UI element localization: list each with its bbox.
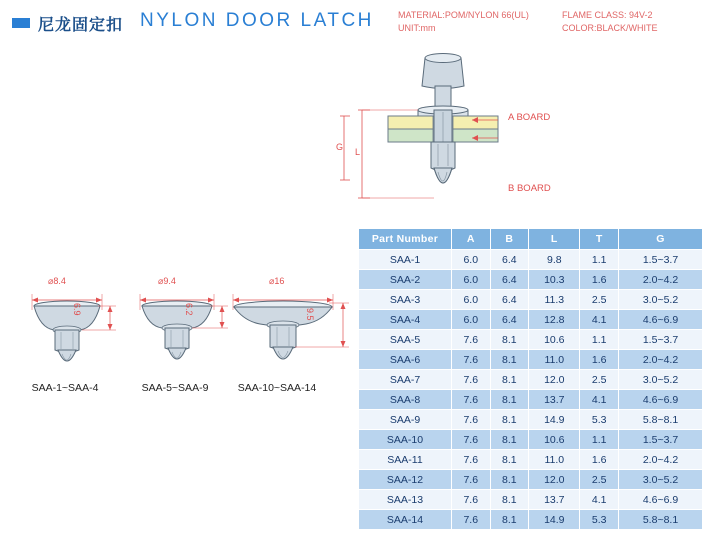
cell-b: 8.1 (490, 350, 529, 370)
cell-g: 5.8~8.1 (619, 510, 703, 530)
cell-t: 2.5 (580, 370, 619, 390)
figure-saa-5-9 (120, 270, 240, 394)
table-row (359, 510, 703, 530)
cell-b: 8.1 (490, 430, 529, 450)
cell-l: 12.8 (529, 310, 580, 330)
cell-g: 3.0~5.2 (619, 470, 703, 490)
figure-saa-1-4 (10, 270, 130, 394)
figure-3-height: 9.5 (305, 308, 315, 321)
brand-title-cn: 尼龙固定扣 (38, 15, 124, 34)
figure-2-diameter: ⌀9.4 (158, 276, 176, 286)
figure-1-diameter: ⌀8.4 (48, 276, 66, 286)
cell-l: 14.9 (529, 510, 580, 530)
cell-g: 4.6~6.9 (619, 310, 703, 330)
table-row (359, 450, 703, 470)
unit-line: UNIT:mm (398, 23, 436, 33)
cell-t: 1.6 (580, 350, 619, 370)
cell-g: 1.5~3.7 (619, 430, 703, 450)
cell-t: 4.1 (580, 390, 619, 410)
cell-l: 10.6 (529, 330, 580, 350)
cell-a: 7.6 (452, 510, 491, 530)
cell-b: 6.4 (490, 270, 529, 290)
table-row (359, 470, 703, 490)
cell-part-number: SAA-12 (359, 470, 452, 490)
cell-t: 1.1 (580, 430, 619, 450)
cell-a: 7.6 (452, 390, 491, 410)
class-spec (562, 9, 658, 35)
cell-g: 5.8~8.1 (619, 410, 703, 430)
cell-l: 11.0 (529, 450, 580, 470)
cell-b: 8.1 (490, 470, 529, 490)
cell-t: 1.1 (580, 250, 619, 270)
assembly-diagram (330, 50, 590, 225)
cell-t: 5.3 (580, 510, 619, 530)
cell-l: 13.7 (529, 390, 580, 410)
figure-1-drawing (10, 270, 130, 375)
col-part-number: Part Number (359, 229, 452, 250)
cell-b: 6.4 (490, 290, 529, 310)
cell-a: 6.0 (452, 250, 491, 270)
figure-2-caption: SAA-5~SAA-9 (141, 382, 209, 394)
page-header (0, 0, 715, 46)
cell-a: 6.0 (452, 290, 491, 310)
cell-t: 1.1 (580, 330, 619, 350)
cell-a: 7.6 (452, 330, 491, 350)
cell-l: 13.7 (529, 490, 580, 510)
label-a-board: A BOARD (508, 112, 551, 123)
cell-g: 3.0~5.2 (619, 370, 703, 390)
cell-l: 11.0 (529, 350, 580, 370)
cell-b: 8.1 (490, 370, 529, 390)
col-a: A (452, 229, 491, 250)
dim-label-l: L (355, 147, 361, 157)
cell-a: 7.6 (452, 430, 491, 450)
cell-part-number: SAA-13 (359, 490, 452, 510)
table-row (359, 330, 703, 350)
cell-t: 1.6 (580, 270, 619, 290)
table-header-row (359, 229, 703, 250)
cell-l: 12.0 (529, 470, 580, 490)
cell-part-number: SAA-6 (359, 350, 452, 370)
figure-saa-10-14 (225, 270, 355, 394)
dim-label-g: G (336, 142, 344, 152)
table-row (359, 310, 703, 330)
cell-g: 2.0~4.2 (619, 450, 703, 470)
table-row (359, 270, 703, 290)
cell-b: 8.1 (490, 450, 529, 470)
cell-g: 1.5~3.7 (619, 250, 703, 270)
cell-part-number: SAA-3 (359, 290, 452, 310)
cell-a: 7.6 (452, 450, 491, 470)
table-row (359, 350, 703, 370)
table-row (359, 250, 703, 270)
cell-a: 7.6 (452, 470, 491, 490)
figure-3-diameter: ⌀16 (269, 276, 285, 286)
cell-part-number: SAA-1 (359, 250, 452, 270)
cell-g: 3.0~5.2 (619, 290, 703, 310)
cell-part-number: SAA-9 (359, 410, 452, 430)
spec-table-container (358, 228, 703, 530)
table-body (359, 250, 703, 530)
cell-a: 7.6 (452, 350, 491, 370)
material-line: MATERIAL:POM/NYLON 66(UL) (398, 10, 529, 20)
cell-g: 2.0~4.2 (619, 350, 703, 370)
cell-part-number: SAA-10 (359, 430, 452, 450)
brand-accent-bar (12, 18, 30, 28)
cell-b: 8.1 (490, 410, 529, 430)
spec-table (358, 228, 703, 530)
cell-l: 12.0 (529, 370, 580, 390)
cell-t: 2.5 (580, 290, 619, 310)
cell-b: 6.4 (490, 250, 529, 270)
part-figures (0, 270, 340, 420)
table-row (359, 390, 703, 410)
cell-t: 1.6 (580, 450, 619, 470)
brand-title-en: NYLON DOOR LATCH (140, 10, 374, 31)
cell-a: 7.6 (452, 370, 491, 390)
cell-t: 4.1 (580, 310, 619, 330)
cell-l: 14.9 (529, 410, 580, 430)
cell-l: 11.3 (529, 290, 580, 310)
cell-g: 2.0~4.2 (619, 270, 703, 290)
cell-b: 8.1 (490, 510, 529, 530)
cell-g: 4.6~6.9 (619, 390, 703, 410)
cell-b: 6.4 (490, 310, 529, 330)
cell-l: 10.3 (529, 270, 580, 290)
figure-2-height: 6.2 (184, 303, 194, 316)
figure-1-caption: SAA-1~SAA-4 (31, 382, 99, 394)
cell-a: 6.0 (452, 270, 491, 290)
cell-t: 5.3 (580, 410, 619, 430)
figure-2-drawing (120, 270, 240, 375)
cell-l: 9.8 (529, 250, 580, 270)
cell-a: 7.6 (452, 410, 491, 430)
flame-class-line: FLAME CLASS: 94V-2 (562, 10, 653, 20)
cell-part-number: SAA-14 (359, 510, 452, 530)
col-l: L (529, 229, 580, 250)
label-b-board: B BOARD (508, 183, 551, 194)
cell-part-number: SAA-8 (359, 390, 452, 410)
material-spec (398, 9, 529, 35)
cell-part-number: SAA-5 (359, 330, 452, 350)
table-row (359, 430, 703, 450)
table-row (359, 370, 703, 390)
cell-g: 4.6~6.9 (619, 490, 703, 510)
figure-1-height: 6.9 (72, 303, 82, 316)
assembly-drawing-svg (330, 50, 590, 225)
color-line: COLOR:BLACK/WHITE (562, 23, 658, 33)
cell-b: 8.1 (490, 390, 529, 410)
col-g: G (619, 229, 703, 250)
cell-part-number: SAA-7 (359, 370, 452, 390)
table-row (359, 490, 703, 510)
cell-t: 2.5 (580, 470, 619, 490)
cell-t: 4.1 (580, 490, 619, 510)
cell-part-number: SAA-11 (359, 450, 452, 470)
cell-part-number: SAA-4 (359, 310, 452, 330)
cell-part-number: SAA-2 (359, 270, 452, 290)
cell-g: 1.5~3.7 (619, 330, 703, 350)
cell-b: 8.1 (490, 330, 529, 350)
col-t: T (580, 229, 619, 250)
cell-a: 7.6 (452, 490, 491, 510)
figure-3-drawing (225, 270, 355, 375)
table-row (359, 290, 703, 310)
figure-3-caption: SAA-10~SAA-14 (237, 382, 317, 394)
cell-a: 6.0 (452, 310, 491, 330)
table-row (359, 410, 703, 430)
col-b: B (490, 229, 529, 250)
cell-l: 10.6 (529, 430, 580, 450)
cell-b: 8.1 (490, 490, 529, 510)
